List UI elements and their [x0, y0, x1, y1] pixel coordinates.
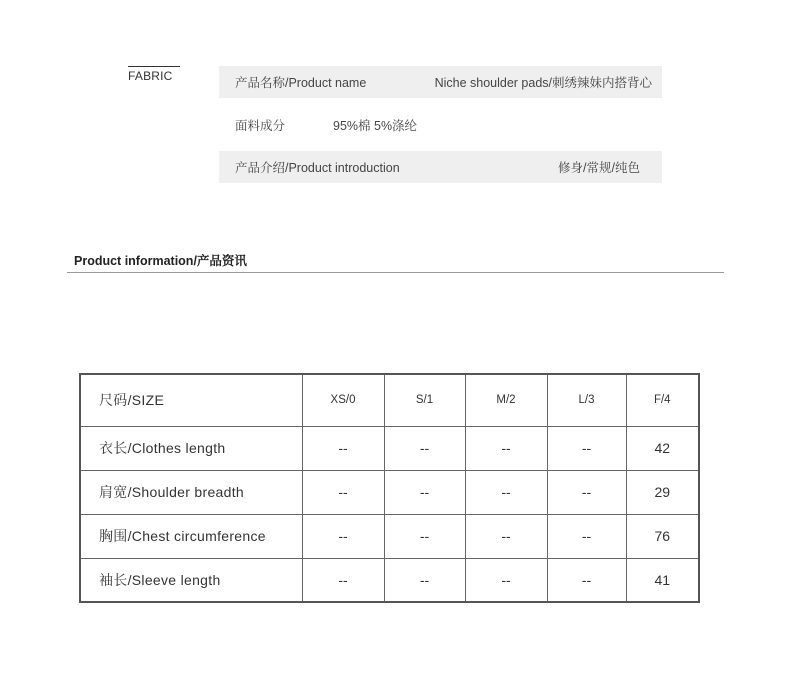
- table-cell: --: [547, 426, 626, 470]
- table-cell: --: [547, 558, 626, 602]
- size-header: S/1: [384, 374, 465, 426]
- table-cell: --: [302, 514, 384, 558]
- section-divider: [67, 272, 724, 273]
- size-header: F/4: [626, 374, 699, 426]
- table-header-row: [80, 374, 699, 426]
- table-cell: --: [384, 514, 465, 558]
- table-cell: --: [302, 470, 384, 514]
- table-row: [80, 558, 699, 602]
- row-label: 袖长/Sleeve length: [80, 558, 302, 602]
- size-header: XS/0: [302, 374, 384, 426]
- table-cell: 42: [626, 426, 699, 470]
- table-cell: 29: [626, 470, 699, 514]
- table-cell: --: [384, 426, 465, 470]
- size-header: L/3: [547, 374, 626, 426]
- table-cell: --: [302, 426, 384, 470]
- info-row-product-introduction: [219, 151, 662, 183]
- table-cell: --: [465, 558, 547, 602]
- table-row: [80, 470, 699, 514]
- info-value: 95%棉 5%涤纶: [333, 119, 418, 133]
- table-cell: --: [302, 558, 384, 602]
- table-cell: --: [384, 470, 465, 514]
- table-cell: --: [465, 514, 547, 558]
- row-label: 胸围/Chest circumference: [80, 514, 302, 558]
- table-row: [80, 514, 699, 558]
- info-row-product-name: [219, 66, 662, 98]
- row-label: 衣长/Clothes length: [80, 426, 302, 470]
- table-cell: --: [547, 470, 626, 514]
- table-cell: --: [547, 514, 626, 558]
- table-cell: --: [384, 558, 465, 602]
- size-table: [79, 373, 700, 603]
- table-cell: 76: [626, 514, 699, 558]
- table-cell: --: [465, 470, 547, 514]
- row-label: 肩宽/Shoulder breadth: [80, 470, 302, 514]
- table-cell: 41: [626, 558, 699, 602]
- info-key: 产品介绍/Product introduction: [235, 161, 400, 175]
- fabric-label: FABRIC: [128, 66, 180, 83]
- table-cell: --: [465, 426, 547, 470]
- header-label: 尺码/SIZE: [80, 374, 302, 426]
- info-key: 产品名称/Product name: [235, 76, 367, 90]
- info-row-fabric-composition: [219, 109, 662, 141]
- section-title: Product information/产品资讯: [74, 254, 247, 268]
- table-row: [80, 426, 699, 470]
- info-value: 修身/常规/纯色: [558, 161, 640, 175]
- info-value: Niche shoulder pads/刺绣辣妹内搭背心: [434, 76, 652, 90]
- info-key: 面料成分: [235, 119, 286, 133]
- size-header: M/2: [465, 374, 547, 426]
